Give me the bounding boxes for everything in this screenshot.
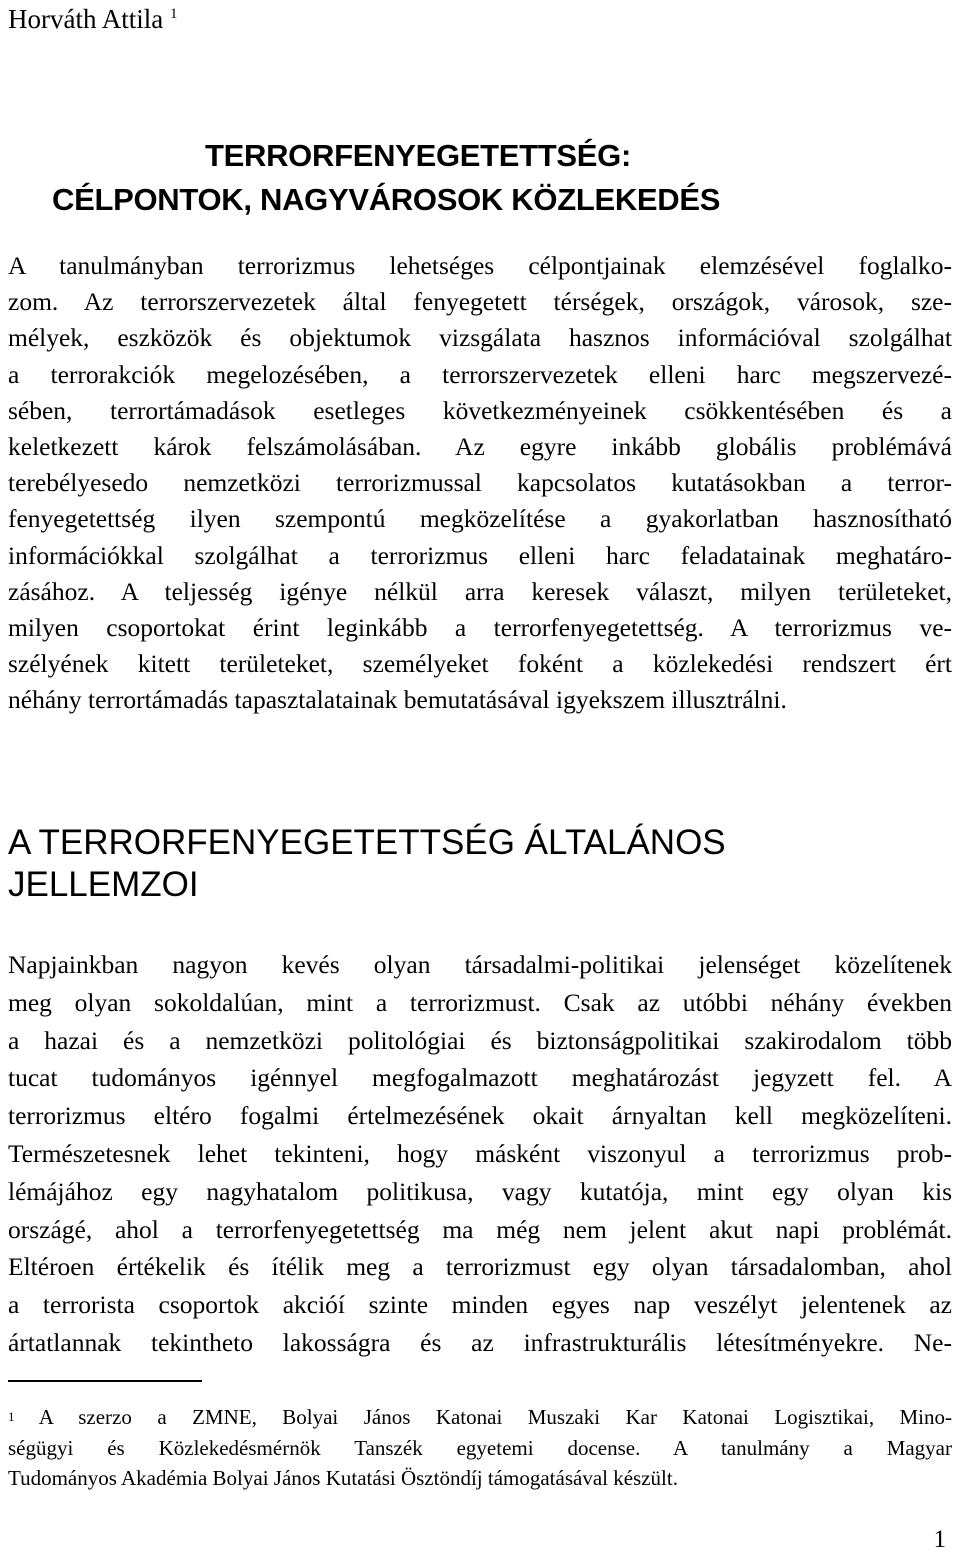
text-line: a terrorista csoportok akcióí szinte minden egyes nap veszélyt jelentenek az bbox=[8, 1290, 952, 1320]
text-line: országé, ahol a terrorfenyegetettség ma még nem jelent akut napi problémát. bbox=[8, 1214, 952, 1244]
text-line: tucat tudományos igénnyel megfogalmazott meghatározást jegyzett fel. A bbox=[8, 1063, 952, 1093]
text-line: a terrorakciók megelozésében, a terrorszervezetek elleni harc megszervezé- bbox=[8, 359, 952, 389]
text-line: Napjainkban nagyon kevés olyan társadalmi-politikai jelenséget közelítenek bbox=[8, 950, 952, 979]
footnote-line: Tudományos Akadémia Bolyai János Kutatási Ösztöndíj támogatásával készült. bbox=[8, 1466, 678, 1490]
text-line: néhány terrortámadás tapasztalatainak bemutatásával igyekszem illusztrálni. bbox=[8, 685, 787, 715]
text-line: mélyek, eszközök és objektumok vizsgálata hasznos információval szolgálhat bbox=[8, 323, 952, 353]
text-line: szélyének kitett területeket, személyeket foként a közlekedési rendszert ért bbox=[8, 649, 952, 679]
text-line: Eltéroen értékelik és ítélik meg a terrorizmust egy olyan társadalomban, ahol bbox=[8, 1252, 952, 1282]
footnote-text: A szerzo a ZMNE, Bolyai János Katonai Muszaki Kar Katonai Logisztikai, Mino- bbox=[38, 1405, 953, 1429]
text-line: A tanulmányban terrorizmus lehetséges célpontjainak elemzésével foglalko- bbox=[8, 251, 952, 280]
footnote-reference: 1 bbox=[169, 6, 178, 22]
text-line: zásához. A teljesség igénye nélkül arra keresek választ, milyen területeket, bbox=[8, 576, 952, 606]
author-name bbox=[8, 4, 177, 35]
text-line: terebélyesedo nemzetközi terrorizmussal kapcsolatos kutatásokban a terror- bbox=[8, 468, 952, 498]
section-heading-line-1: A TERRORFENYEGETETTSÉG ÁLTALÁNOS bbox=[8, 823, 726, 862]
text-line: meg olyan sokoldalúan, mint a terrorizmust. Csak az utóbbi néhány években bbox=[8, 987, 952, 1017]
page-number: 1 bbox=[933, 1526, 946, 1553]
section-heading-line-2: JELLEMZOI bbox=[8, 865, 199, 904]
footnote-mark: 1 bbox=[8, 1409, 15, 1424]
text-line: terrorizmus eltéro fogalmi értelmezésének okait árnyaltan kell megközelíteni. bbox=[8, 1101, 952, 1131]
text-line: zom. Az terrorszervezetek által fenyegetett térségek, országok, városok, sze- bbox=[8, 287, 952, 317]
text-line: sében, terrortámadások esetleges következményeinek csökkentésében és a bbox=[8, 395, 952, 425]
title-line-2: CÉLPONTOK, NAGYVÁROSOK KÖZLEKEDÉS bbox=[52, 182, 721, 217]
footnote-divider bbox=[8, 1380, 202, 1382]
text-line: a hazai és a nemzetközi politológiai és biztonságpolitikai szakirodalom több bbox=[8, 1025, 952, 1055]
footnote-line bbox=[8, 1404, 952, 1430]
author-text: Horváth Attila bbox=[8, 4, 164, 34]
text-line: lémájához egy nagyhatalom politikusa, vagy kutatója, mint egy olyan kis bbox=[8, 1176, 952, 1206]
text-line: Természetesnek lehet tekinteni, hogy másként viszonyul a terrorizmus prob- bbox=[8, 1139, 952, 1168]
text-line: ártatlannak tekintheto lakosságra és az infrastrukturális létesítményekre. Ne- bbox=[8, 1328, 952, 1357]
text-line: fenyegetettség ilyen szempontú megközelítése a gyakorlatban hasznosítható bbox=[8, 504, 952, 534]
text-line: keletkezett károk felszámolásában. Az egyre inkább globális problémává bbox=[8, 432, 952, 461]
footnote-line: ségügyi és Közlekedésmérnök Tanszék egyetemi docense. A tanulmány a Magyar bbox=[8, 1435, 952, 1460]
text-line: információkkal szolgálhat a terrorizmus elleni harc feladatainak meghatáro- bbox=[8, 540, 952, 570]
title-line-1: TERRORFENYEGETETTSÉG: bbox=[205, 138, 632, 173]
text-line: milyen csoportokat érint leginkább a terrorfenyegetettség. A terrorizmus ve- bbox=[8, 613, 952, 642]
